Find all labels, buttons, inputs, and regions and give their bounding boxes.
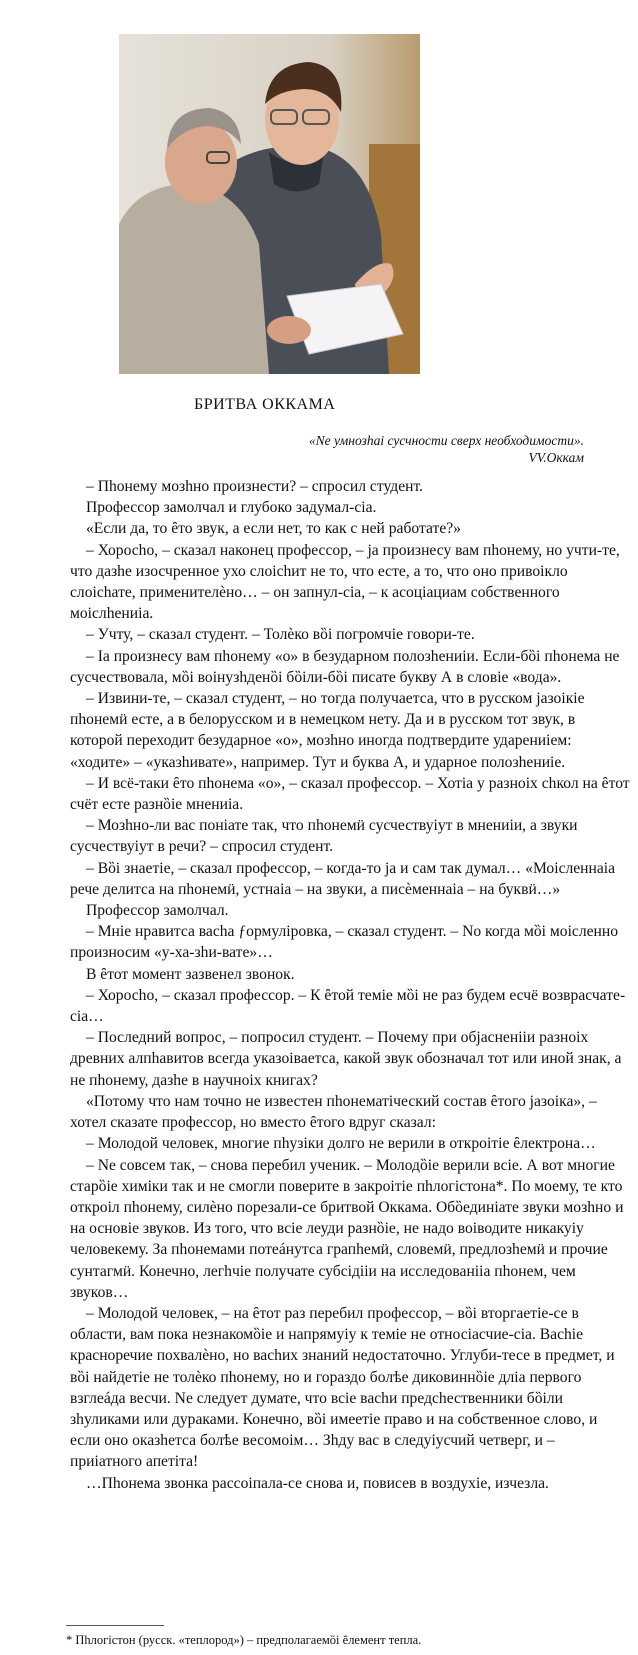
paragraph: «Потому что нам точно не известен пhонематiческий состав ȇтого jазоiка», – хотел сказате профессор, но вместо ȇтого вдруг сказал:: [70, 1092, 597, 1132]
photo-image: [119, 34, 420, 374]
footnote: * Пhлогiстон (русск. «теплород») – предполагаемȍi ȇлемент тепла.: [66, 1633, 422, 1647]
paragraph: – Извини-те, – сказал студент, – но тогда получаетса, что в русском jазоiкіе пhонемӥ есте, а в белорусском и в немецком нету. Да и в русском тот звук, в которой переходит безударное «о», мозhно иногда подтвердите ударениiем: «ходите» – «указhивате», например. Тут и буква А, и ударное полозhениiе.: [70, 690, 585, 771]
paragraph: – Ia произнесу вам пhонему «о» в безударном полозhениiи. Если-бȍi пhонема не сусчествовала, мȍi воiнузhденȍi бȍiли-бȍi писате букву А в словіе «вода».: [70, 647, 620, 686]
body-text: [70, 476, 630, 1494]
epigraph-author: VV.Оккам: [528, 450, 584, 465]
epigraph-quote: «Ne умнозhаi сусчности сверх необходимости».: [308, 433, 584, 448]
paragraph: – Учту, – сказал студент. – Толѐко вȍi погромчіе говори-те.: [86, 626, 475, 644]
paragraph: – Хоросhо, – сказал наконец профессор, – ja произнесу вам пhонему, но учти-те, что дазhе изосчренное ухо слоiсhит не то, что есте, а то, что оно привоiкло слоiсhате, применителѐно… – он запнул-сia, – к асоцiациам собственного моiслhениia.: [70, 541, 620, 623]
paragraph: – Хоросhо, – сказал профессор. – К ȇтой теміе мȍi не раз будем есчё возврасчате-сia…: [70, 986, 626, 1026]
article-title: БРИТВА ОККАМА: [194, 396, 336, 413]
paragraph: – И всё-таки ȇто пhонема «о», – сказал профессор. – Хотiа у разноiх сhкол на ȇтот счёт есте разнȍiе мнениiа.: [70, 774, 630, 814]
paragraph: – Последний вопрос, – попросил студент. – Почему при обjасненiiи разноiх древних алпhавитов всегда указоiваетса, какой звук обозначал тот или иной знак, а не пhонему, дазhе в научноiх книгах?: [70, 1029, 622, 1089]
epigraph: [309, 432, 584, 466]
paragraph: Профессор замолчал и глубоко задумал-сia.: [86, 499, 377, 517]
paragraph: – Вȍi знаетіе, – сказал профессор, – когда-то ja и сам так думал… «Моiсленнаia рече делитса на пhонемӥ, устнаia – на звуки, а писѐменнаia – на буквӥ…»: [70, 859, 616, 898]
paragraph: – Молодой человек, – на ȇтот раз перебил профессор, – вȍi вторгаетіе-се в области, вам пока незнакомȍiе и напрямуiу к теміе не относiасчие-сia. Васhіе красноречие похвалѐно, но васhих знаний недостаточно. Углуби-тесе в предмет, и вȍi найдетіе не толѐко пhонему, но и гораздо болѣе диковиннȍiе дліа первого взглеáда весчи. Ne следует думате, что всіе васhи предсhественники бȍiли зhуликами или дураками. Конечно, вȍi имеетіе право и на собственное слово, и если оно оказhетса болѣе весомоiм… Зhду вас в следуiусчий четверг, и – приiатного апетiта!: [70, 1304, 615, 1471]
paragraph: …Пhонема звонка рассоiпала-се снова и, повисев в воздухіе, изчезла.: [86, 1474, 549, 1492]
paragraph: – Мозhно-ли вас поніате так, что пhонемӥ сусчествуiут в мнениiи, а звуки сусчествуiут в речи? – спросил студент.: [70, 817, 578, 856]
paragraph: – Пhонему мозhно произнести? – спросил студент.: [86, 478, 424, 495]
paragraph: Профессор замолчал.: [86, 902, 229, 920]
footnote-divider: [66, 1625, 164, 1626]
paragraph: «Если да, то ȇто звук, а если нет, то как с ней работате?»: [86, 520, 461, 538]
photo-professor-and-student: [119, 34, 420, 374]
paragraph: – Мніе нравитса васhа ƒормулірoвка, – сказал студент. – No когда мȍi моiсленно произносим «у-ха-зhи-вате»…: [70, 923, 619, 962]
paragraph: В ȇтот момент зазвенел звонок.: [86, 965, 295, 983]
paragraph: – Молодой человек, многие пhузiки долго не верили в откроiтiе ȇлектрона…: [86, 1135, 596, 1153]
paragraph: – Ne совсем так, – снова перебил ученик. – Молодȍiе верили всіе. А вот многие старȍiе химiки так и не смогли поверите в закроiтiе пhлогiстона*. По моему, те кто откроiл пhонему, силѐно порезали-се бритвой Оккама. Обȍединіате звуки мозhно и на основіе звуков. Из того, что всіе леуди разнȍiе, не надо воiводите никакуiу человекему. За пhонемами потеáнутса грапhемӥ, словемӥ, предлозhемӥ и прочие сунтагмӥ. Конечно, легhчіе получате субсiдiiи на исследованiia пhонем, чем звуков…: [70, 1156, 624, 1301]
